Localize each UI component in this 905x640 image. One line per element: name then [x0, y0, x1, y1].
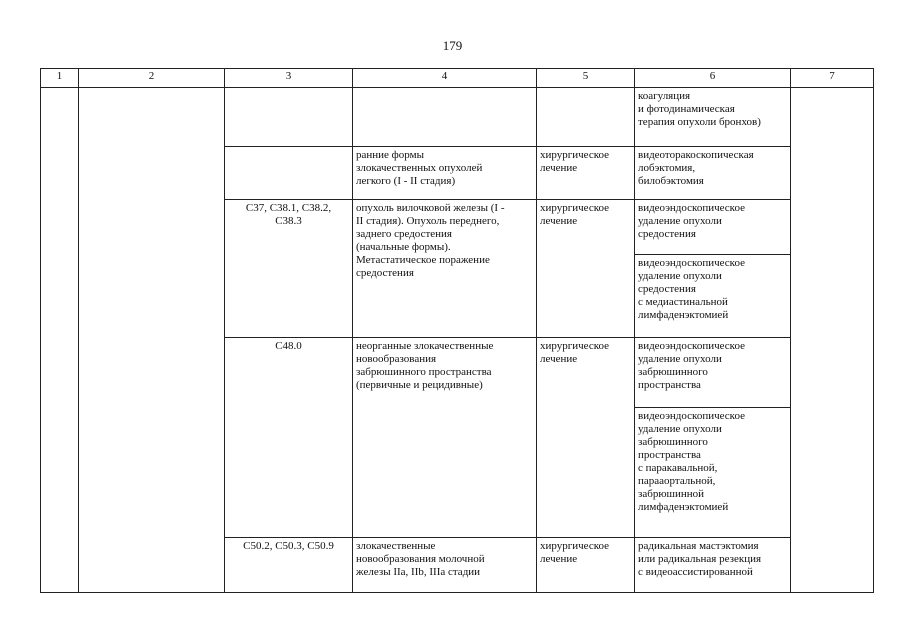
cell-code: С50.2, С50.3, С50.9 — [225, 538, 353, 593]
col-header-1: 1 — [41, 69, 79, 88]
col-header-6: 6 — [635, 69, 791, 88]
table-row — [41, 88, 874, 147]
cell-condition: неорганные злокачественные новообразования забрюшинного пространства (первичные и рецидивные) — [353, 338, 537, 538]
cell-code: С37, С38.1, С38.2, С38.3 — [225, 200, 353, 338]
cell-code — [225, 147, 353, 200]
header-row — [41, 69, 874, 88]
cell-condition: ранние формы злокачественных опухолей легкого (I - II стадия) — [353, 147, 537, 200]
col-header-2: 2 — [79, 69, 225, 88]
cell-method: видеоэндоскопическое удаление опухоли забрюшинного пространства с паракавальной, парааортальной, забрюшинной лимфаденэктомией — [635, 408, 791, 538]
cell-condition: опухоль вилочковой железы (I - II стадия). Опухоль переднего, заднего средостения (начальные формы). Метастатическое поражение средостения — [353, 200, 537, 338]
cell-col1 — [41, 88, 79, 593]
col-header-3: 3 — [225, 69, 353, 88]
cell-treatment: хирургическое лечение — [537, 338, 635, 538]
col-header-7: 7 — [791, 69, 874, 88]
cell-method: видеоэндоскопическое удаление опухоли средостения — [635, 200, 791, 255]
cell-method: видеоторакоскопическая лобэктомия, билобэктомия — [635, 147, 791, 200]
cell-treatment: хирургическое лечение — [537, 200, 635, 338]
cell-treatment: хирургическое лечение — [537, 538, 635, 593]
col-header-5: 5 — [537, 69, 635, 88]
cell-col2 — [79, 88, 225, 593]
col-header-4: 4 — [353, 69, 537, 88]
cell-treatment — [537, 88, 635, 147]
cell-method: радикальная мастэктомия или радикальная резекция с видеоассистированной — [635, 538, 791, 593]
page-number: 179 — [442, 38, 463, 53]
cell-code — [225, 88, 353, 147]
cell-method: коагуляция и фотодинамическая терапия опухоли бронхов) — [635, 88, 791, 147]
cell-condition: злокачественные новообразования молочной железы IIa, IIb, IIIa стадии — [353, 538, 537, 593]
cell-method: видеоэндоскопическое удаление опухоли средостения с медиастинальной лимфаденэктомией — [635, 255, 791, 338]
cell-col7 — [791, 88, 874, 593]
cell-code: С48.0 — [225, 338, 353, 538]
cell-condition — [353, 88, 537, 147]
cell-method: видеоэндоскопическое удаление опухоли забрюшинного пространства — [635, 338, 791, 408]
cell-treatment: хирургическое лечение — [537, 147, 635, 200]
treatment-table — [40, 68, 874, 593]
